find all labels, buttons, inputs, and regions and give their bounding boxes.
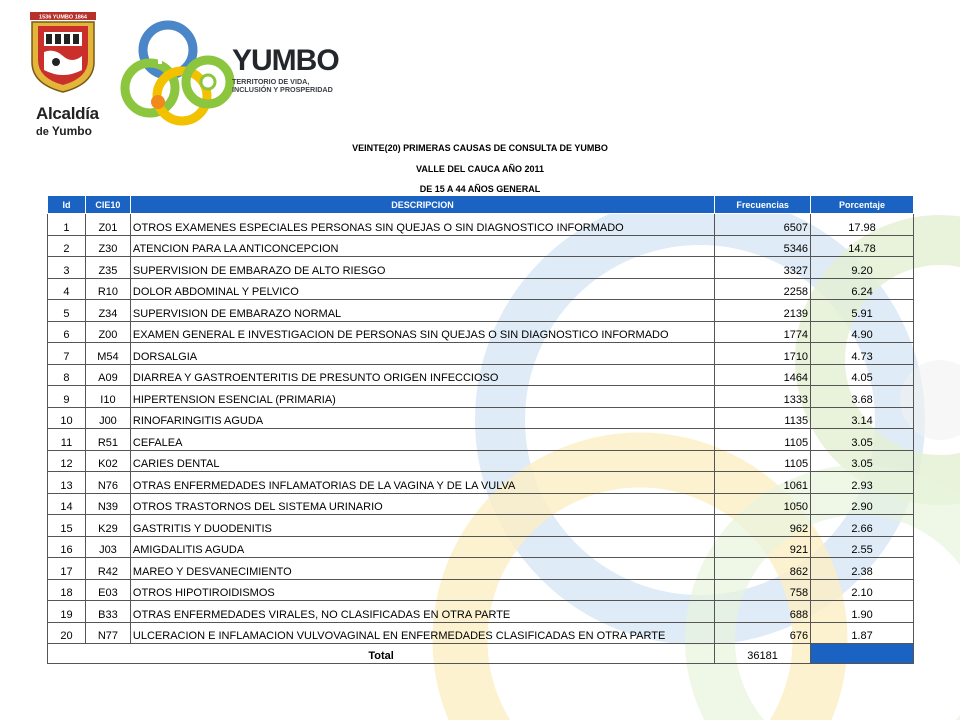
cell-cie10: B33 [85,601,130,623]
header-frecuencias: Frecuencias [715,196,811,214]
alcaldia-subtitle [36,124,92,138]
cell-cie10: K02 [85,450,130,472]
yumbo-tagline [232,78,333,94]
cell-frecuencia: 2258 [715,278,811,300]
cell-frecuencia: 921 [715,536,811,558]
cell-id: 6 [48,321,86,343]
cell-cie10: N76 [85,472,130,494]
cell-id: 1 [48,214,86,236]
yumbo-tagline-2: INCLUSIÓN Y PROSPERIDAD [232,85,333,94]
table-total-row [48,644,914,664]
table-row [48,364,914,386]
cell-id: 17 [48,558,86,580]
cell-id: 13 [48,472,86,494]
cell-descripcion: EXAMEN GENERAL E INVESTIGACION DE PERSONAS SIN QUEJAS O SIN DIAGNOSTICO INFORMADO [130,321,714,343]
cell-porcentaje: 1.87 [811,622,914,644]
cell-frecuencia: 5346 [715,235,811,257]
cell-id: 9 [48,386,86,408]
cell-frecuencia: 1061 [715,472,811,494]
cell-frecuencia: 1333 [715,386,811,408]
cell-cie10: Z34 [85,300,130,322]
cell-porcentaje: 2.10 [811,579,914,601]
cell-descripcion: DOLOR ABDOMINAL Y PELVICO [130,278,714,300]
cell-descripcion: HIPERTENSION ESENCIAL (PRIMARIA) [130,386,714,408]
cell-porcentaje: 4.73 [811,343,914,365]
cell-descripcion: SUPERVISION DE EMBARAZO DE ALTO RIESGO [130,257,714,279]
table-row [48,536,914,558]
cell-frecuencia: 1135 [715,407,811,429]
cell-id: 18 [48,579,86,601]
table-header-row [48,196,914,214]
cell-cie10: R42 [85,558,130,580]
cell-frecuencia: 962 [715,515,811,537]
table-row [48,214,914,236]
cell-porcentaje: 9.20 [811,257,914,279]
cell-porcentaje: 2.90 [811,493,914,515]
cell-frecuencia: 688 [715,601,811,623]
cell-frecuencia: 3327 [715,257,811,279]
cell-id: 16 [48,536,86,558]
table-row [48,257,914,279]
cell-descripcion: DORSALGIA [130,343,714,365]
cell-porcentaje: 1.90 [811,601,914,623]
cell-frecuencia: 676 [715,622,811,644]
cell-descripcion: ATENCION PARA LA ANTICONCEPCION [130,235,714,257]
cell-descripcion: SUPERVISION DE EMBARAZO NORMAL [130,300,714,322]
title-line-3: DE 15 A 44 AÑOS GENERAL [419,184,541,194]
cell-porcentaje: 4.05 [811,364,914,386]
table-row [48,278,914,300]
cell-cie10: N77 [85,622,130,644]
cell-cie10: Z00 [85,321,130,343]
cell-frecuencia: 6507 [715,214,811,236]
cell-cie10: R51 [85,429,130,451]
cell-cie10: J03 [85,536,130,558]
total-value: 36181 [715,644,811,664]
table-row [48,558,914,580]
table-row [48,407,914,429]
cell-id: 20 [48,622,86,644]
cell-cie10: R10 [85,278,130,300]
table-row [48,472,914,494]
cell-id: 14 [48,493,86,515]
cell-frecuencia: 1774 [715,321,811,343]
svg-text:1536 YUMBO 1864: 1536 YUMBO 1864 [39,14,87,21]
cell-cie10: K29 [85,515,130,537]
consultation-causes-table [47,195,914,664]
cell-porcentaje: 3.14 [811,407,914,429]
cell-porcentaje: 3.68 [811,386,914,408]
cell-id: 4 [48,278,86,300]
table-row [48,601,914,623]
cell-frecuencia: 1050 [715,493,811,515]
cell-cie10: J00 [85,407,130,429]
header-cie10: CIE10 [85,196,130,214]
cell-id: 8 [48,364,86,386]
cell-porcentaje: 2.93 [811,472,914,494]
cell-frecuencia: 1105 [715,450,811,472]
table-row [48,515,914,537]
cell-frecuencia: 2139 [715,300,811,322]
total-label: Total [48,644,715,664]
yumbo-tagline-1: TERRITORIO DE VIDA, [232,77,310,86]
alcaldia-title: Alcaldía [36,104,99,123]
cell-cie10: I10 [85,386,130,408]
table-row [48,300,914,322]
table-row [48,450,914,472]
cell-cie10: Z30 [85,235,130,257]
title-line-2: VALLE DEL CAUCA AÑO 2011 [415,164,545,174]
cell-id: 12 [48,450,86,472]
cell-porcentaje: 3.05 [811,450,914,472]
cell-descripcion: MAREO Y DESVANECIMIENTO [130,558,714,580]
cell-id: 15 [48,515,86,537]
total-blue-cell [811,644,914,664]
cell-id: 3 [48,257,86,279]
cell-descripcion: OTROS TRASTORNOS DEL SISTEMA URINARIO [130,493,714,515]
coat-of-arms-icon [26,12,100,94]
table-body [48,214,914,644]
cell-descripcion: OTRAS ENFERMEDADES INFLAMATORIAS DE LA VAGINA Y DE LA VULVA [130,472,714,494]
cell-id: 11 [48,429,86,451]
cell-porcentaje: 4.90 [811,321,914,343]
cell-cie10: A09 [85,364,130,386]
table-row [48,429,914,451]
table-row [48,579,914,601]
table-row [48,321,914,343]
cell-descripcion: GASTRITIS Y DUODENITIS [130,515,714,537]
cell-frecuencia: 758 [715,579,811,601]
cell-cie10: Z35 [85,257,130,279]
title-line-1: VEINTE(20) PRIMERAS CAUSAS DE CONSULTA DE YUMBO [352,143,608,153]
cell-id: 2 [48,235,86,257]
table-row [48,622,914,644]
table-row [48,493,914,515]
alcaldia-de: de [36,126,49,138]
table-row [48,386,914,408]
cell-frecuencia: 1105 [715,429,811,451]
cell-id: 5 [48,300,86,322]
alcaldia-logo [26,12,106,138]
cell-descripcion: DIARREA Y GASTROENTERITIS DE PRESUNTO ORIGEN INFECCIOSO [130,364,714,386]
cell-descripcion: OTRAS ENFERMEDADES VIRALES, NO CLASIFICADAS EN OTRA PARTE [130,601,714,623]
cell-porcentaje: 3.05 [811,429,914,451]
cell-porcentaje: 2.38 [811,558,914,580]
cell-cie10: E03 [85,579,130,601]
cell-descripcion: OTROS EXAMENES ESPECIALES PERSONAS SIN QUEJAS O SIN DIAGNOSTICO INFORMADO [130,214,714,236]
cell-cie10: Z01 [85,214,130,236]
cell-descripcion: OTROS HIPOTIROIDISMOS [130,579,714,601]
cell-id: 19 [48,601,86,623]
header-porcentaje: Porcentaje [811,196,914,214]
cell-frecuencia: 1710 [715,343,811,365]
cell-porcentaje: 2.66 [811,515,914,537]
cell-descripcion: ULCERACION E INFLAMACION VULVOVAGINAL EN ENFERMEDADES CLASIFICADAS EN OTRA PARTE [130,622,714,644]
cell-frecuencia: 862 [715,558,811,580]
cell-descripcion: RINOFARINGITIS AGUDA [130,407,714,429]
cell-id: 10 [48,407,86,429]
cell-porcentaje: 6.24 [811,278,914,300]
header-descripcion: DESCRIPCION [130,196,714,214]
alcaldia-city: Yumbo [51,124,92,138]
cell-id: 7 [48,343,86,365]
cell-cie10: N39 [85,493,130,515]
table-row [48,235,914,257]
cell-frecuencia: 1464 [715,364,811,386]
header-id: Id [48,196,86,214]
cell-porcentaje: 14.78 [811,235,914,257]
cell-porcentaje: 17.98 [811,214,914,236]
cell-descripcion: CARIES DENTAL [130,450,714,472]
cell-porcentaje: 2.55 [811,536,914,558]
cell-porcentaje: 5.91 [811,300,914,322]
yumbo-wordmark: YUMBO [232,44,339,77]
cell-descripcion: AMIGDALITIS AGUDA [130,536,714,558]
cell-cie10: M54 [85,343,130,365]
table-row [48,343,914,365]
cell-descripcion: CEFALEA [130,429,714,451]
